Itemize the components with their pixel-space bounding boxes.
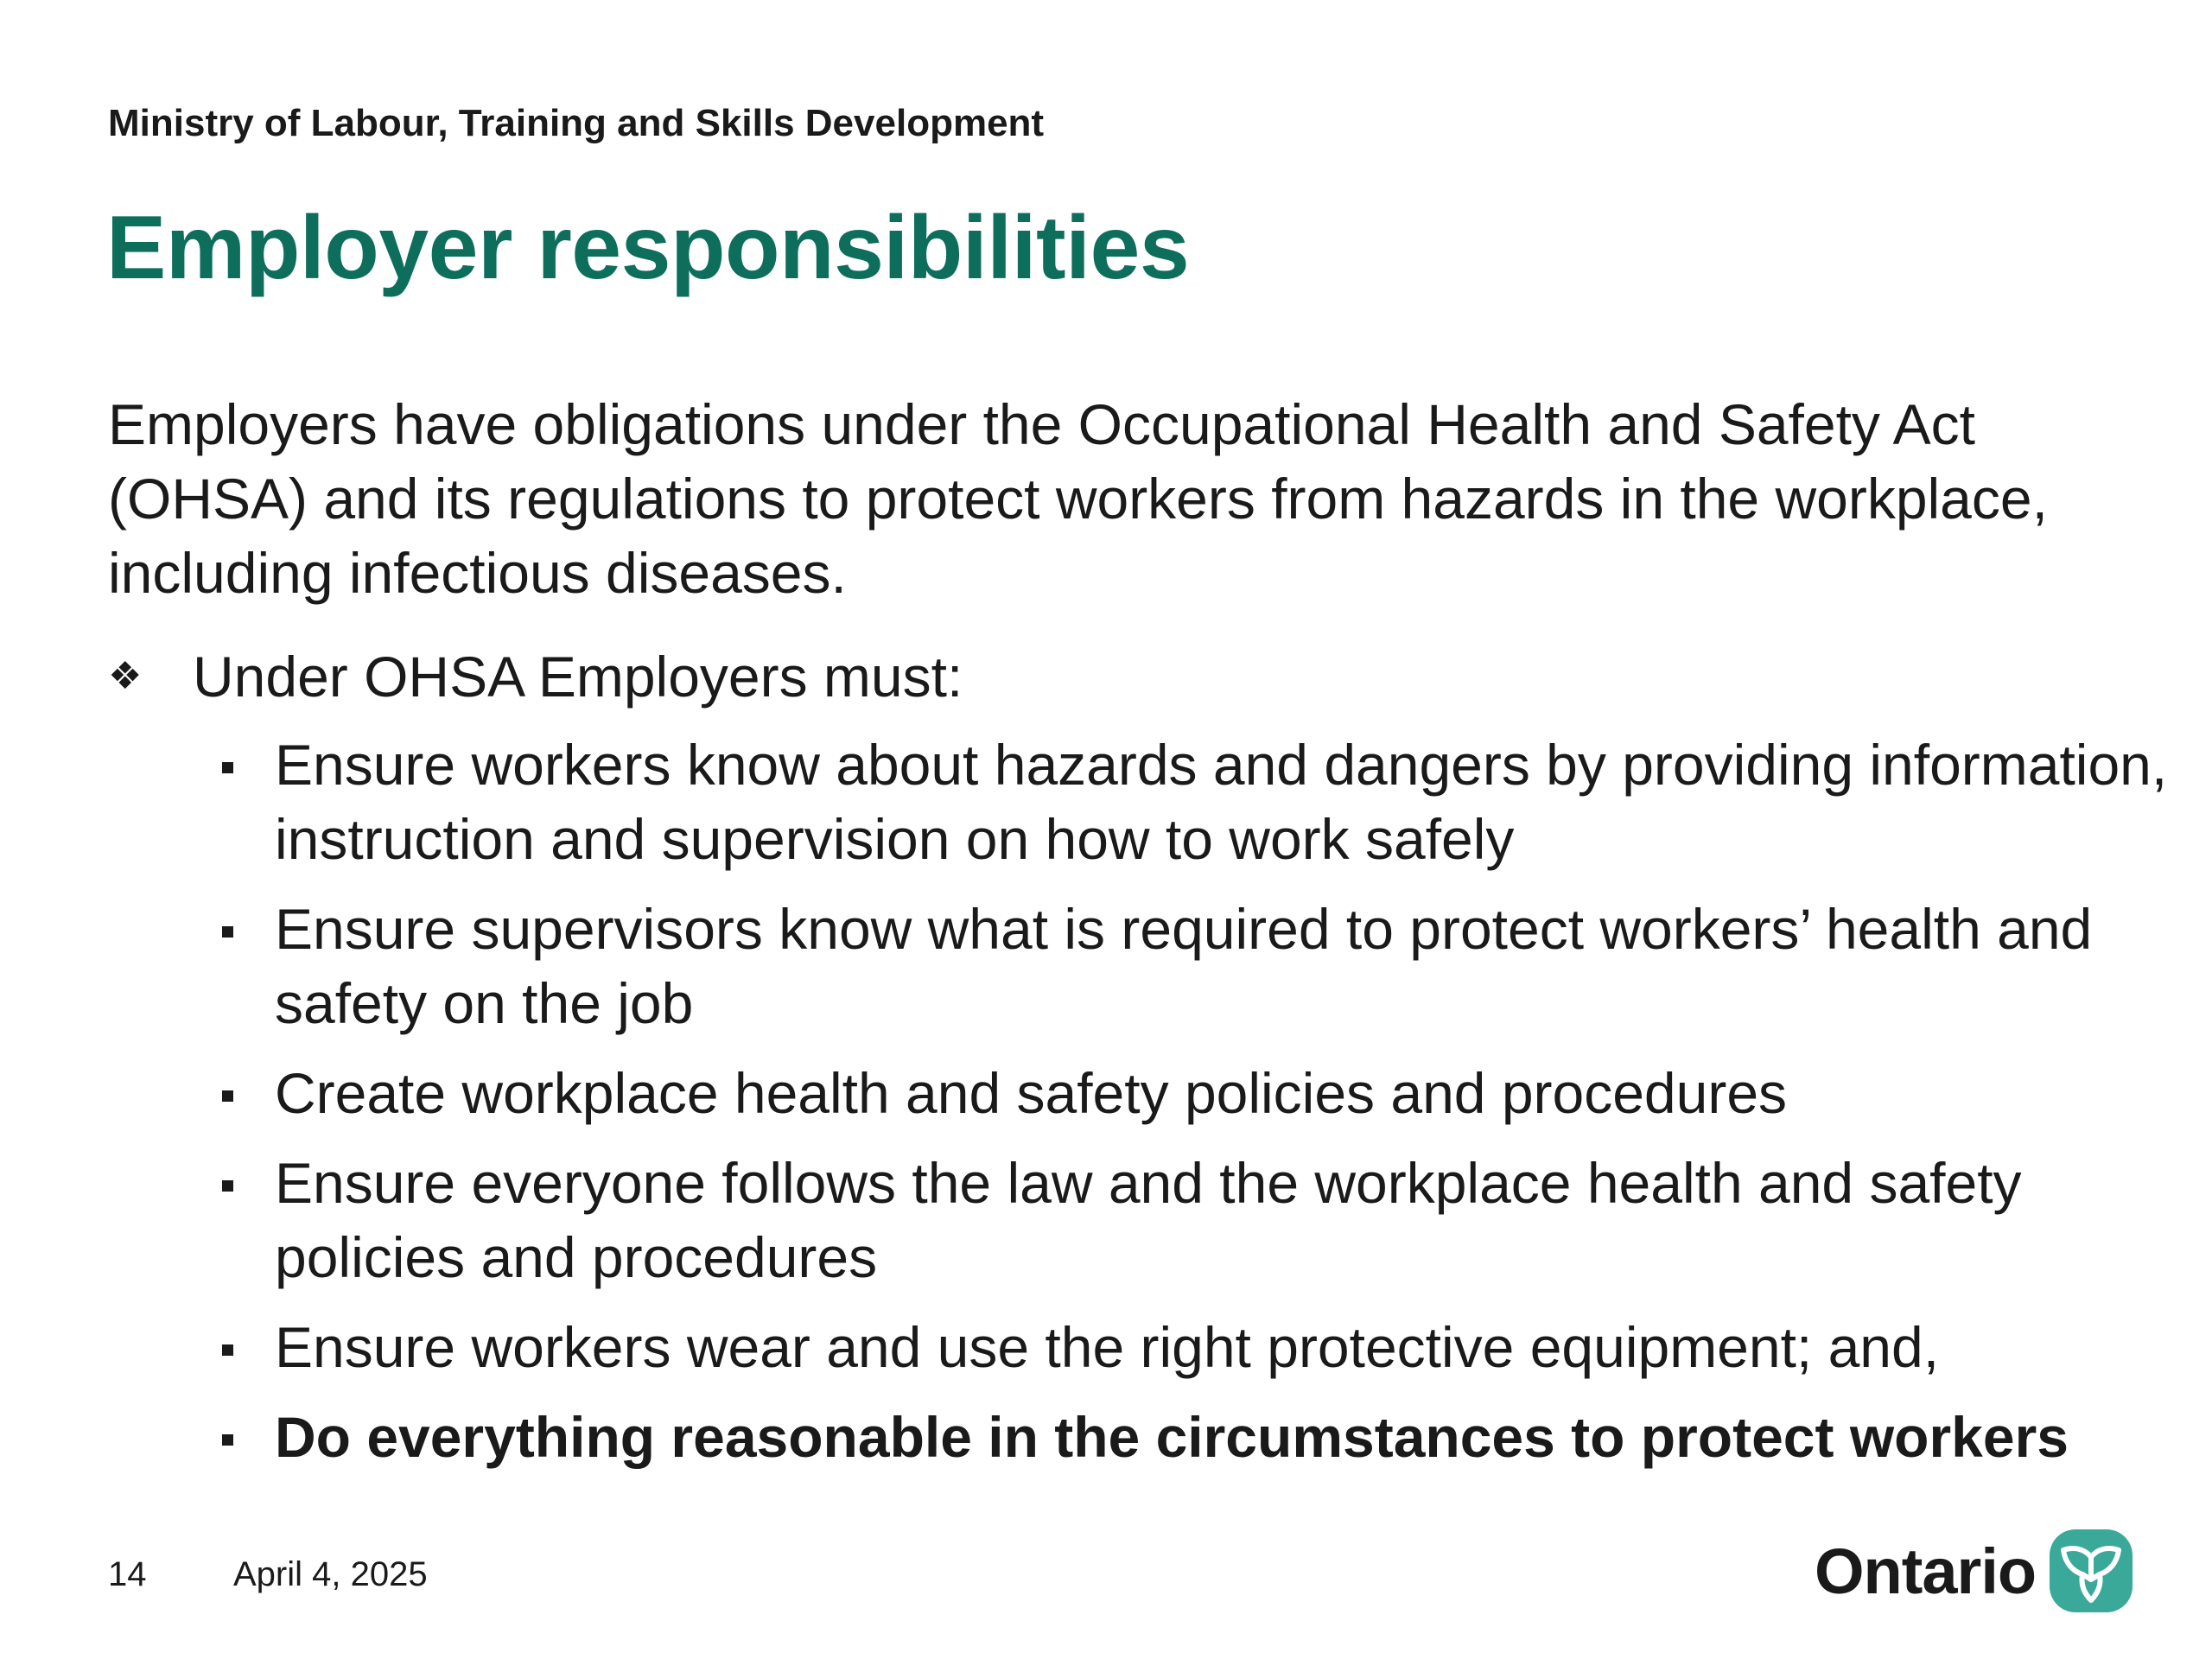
list-item-text: Ensure workers know about hazards and dangers by providing information, instruction and supervision on how to work safely xyxy=(275,733,2168,871)
footer-date: April 4, 2025 xyxy=(233,1555,428,1593)
square-bullet-icon xyxy=(212,1310,275,1384)
list-item xyxy=(212,1146,2173,1294)
list-item xyxy=(212,728,2173,876)
list-item-text: Create workplace health and safety policies and procedures xyxy=(275,1061,1788,1125)
intro-paragraph: Employers have obligations under the Occupational Health and Safety Act (OHSA) and its regulations to protect workers from hazards in the workplace, including infectious diseases. xyxy=(108,392,2048,605)
ontario-logo xyxy=(1815,1528,2134,1614)
square-bullet-icon xyxy=(212,728,275,802)
list-item xyxy=(212,1310,2173,1384)
ministry-name: Ministry of Labour, Training and Skills Development xyxy=(108,102,1045,144)
slide-title: Employer responsibilities xyxy=(106,198,1190,298)
list-item xyxy=(212,1056,2173,1130)
list-item xyxy=(212,892,2173,1040)
level1-label: Under OHSA Employers must: xyxy=(193,645,963,709)
level1-bullet-item xyxy=(108,639,2164,714)
list-item-text: Do everything reasonable in the circumstances to protect workers xyxy=(275,1405,2069,1469)
logo-wordmark: Ontario xyxy=(1815,1535,2037,1607)
list-item-text: Ensure workers wear and use the right protective equipment; and, xyxy=(275,1315,1940,1379)
trillium-icon xyxy=(2048,1528,2134,1614)
list-item xyxy=(212,1400,2173,1474)
list-item-text: Ensure supervisors know what is required to protect workers’ health and safety on the job xyxy=(275,897,2093,1035)
responsibility-list xyxy=(212,728,2173,1490)
page-number: 14 xyxy=(108,1555,147,1593)
square-bullet-icon xyxy=(212,1146,275,1220)
square-bullet-icon xyxy=(212,1056,275,1130)
diamond-bullet-icon: ❖ xyxy=(108,655,143,697)
square-bullet-icon xyxy=(212,892,275,966)
square-bullet-icon xyxy=(212,1400,275,1474)
list-item-text: Ensure everyone follows the law and the workplace health and safety policies and procedures xyxy=(275,1151,2022,1289)
